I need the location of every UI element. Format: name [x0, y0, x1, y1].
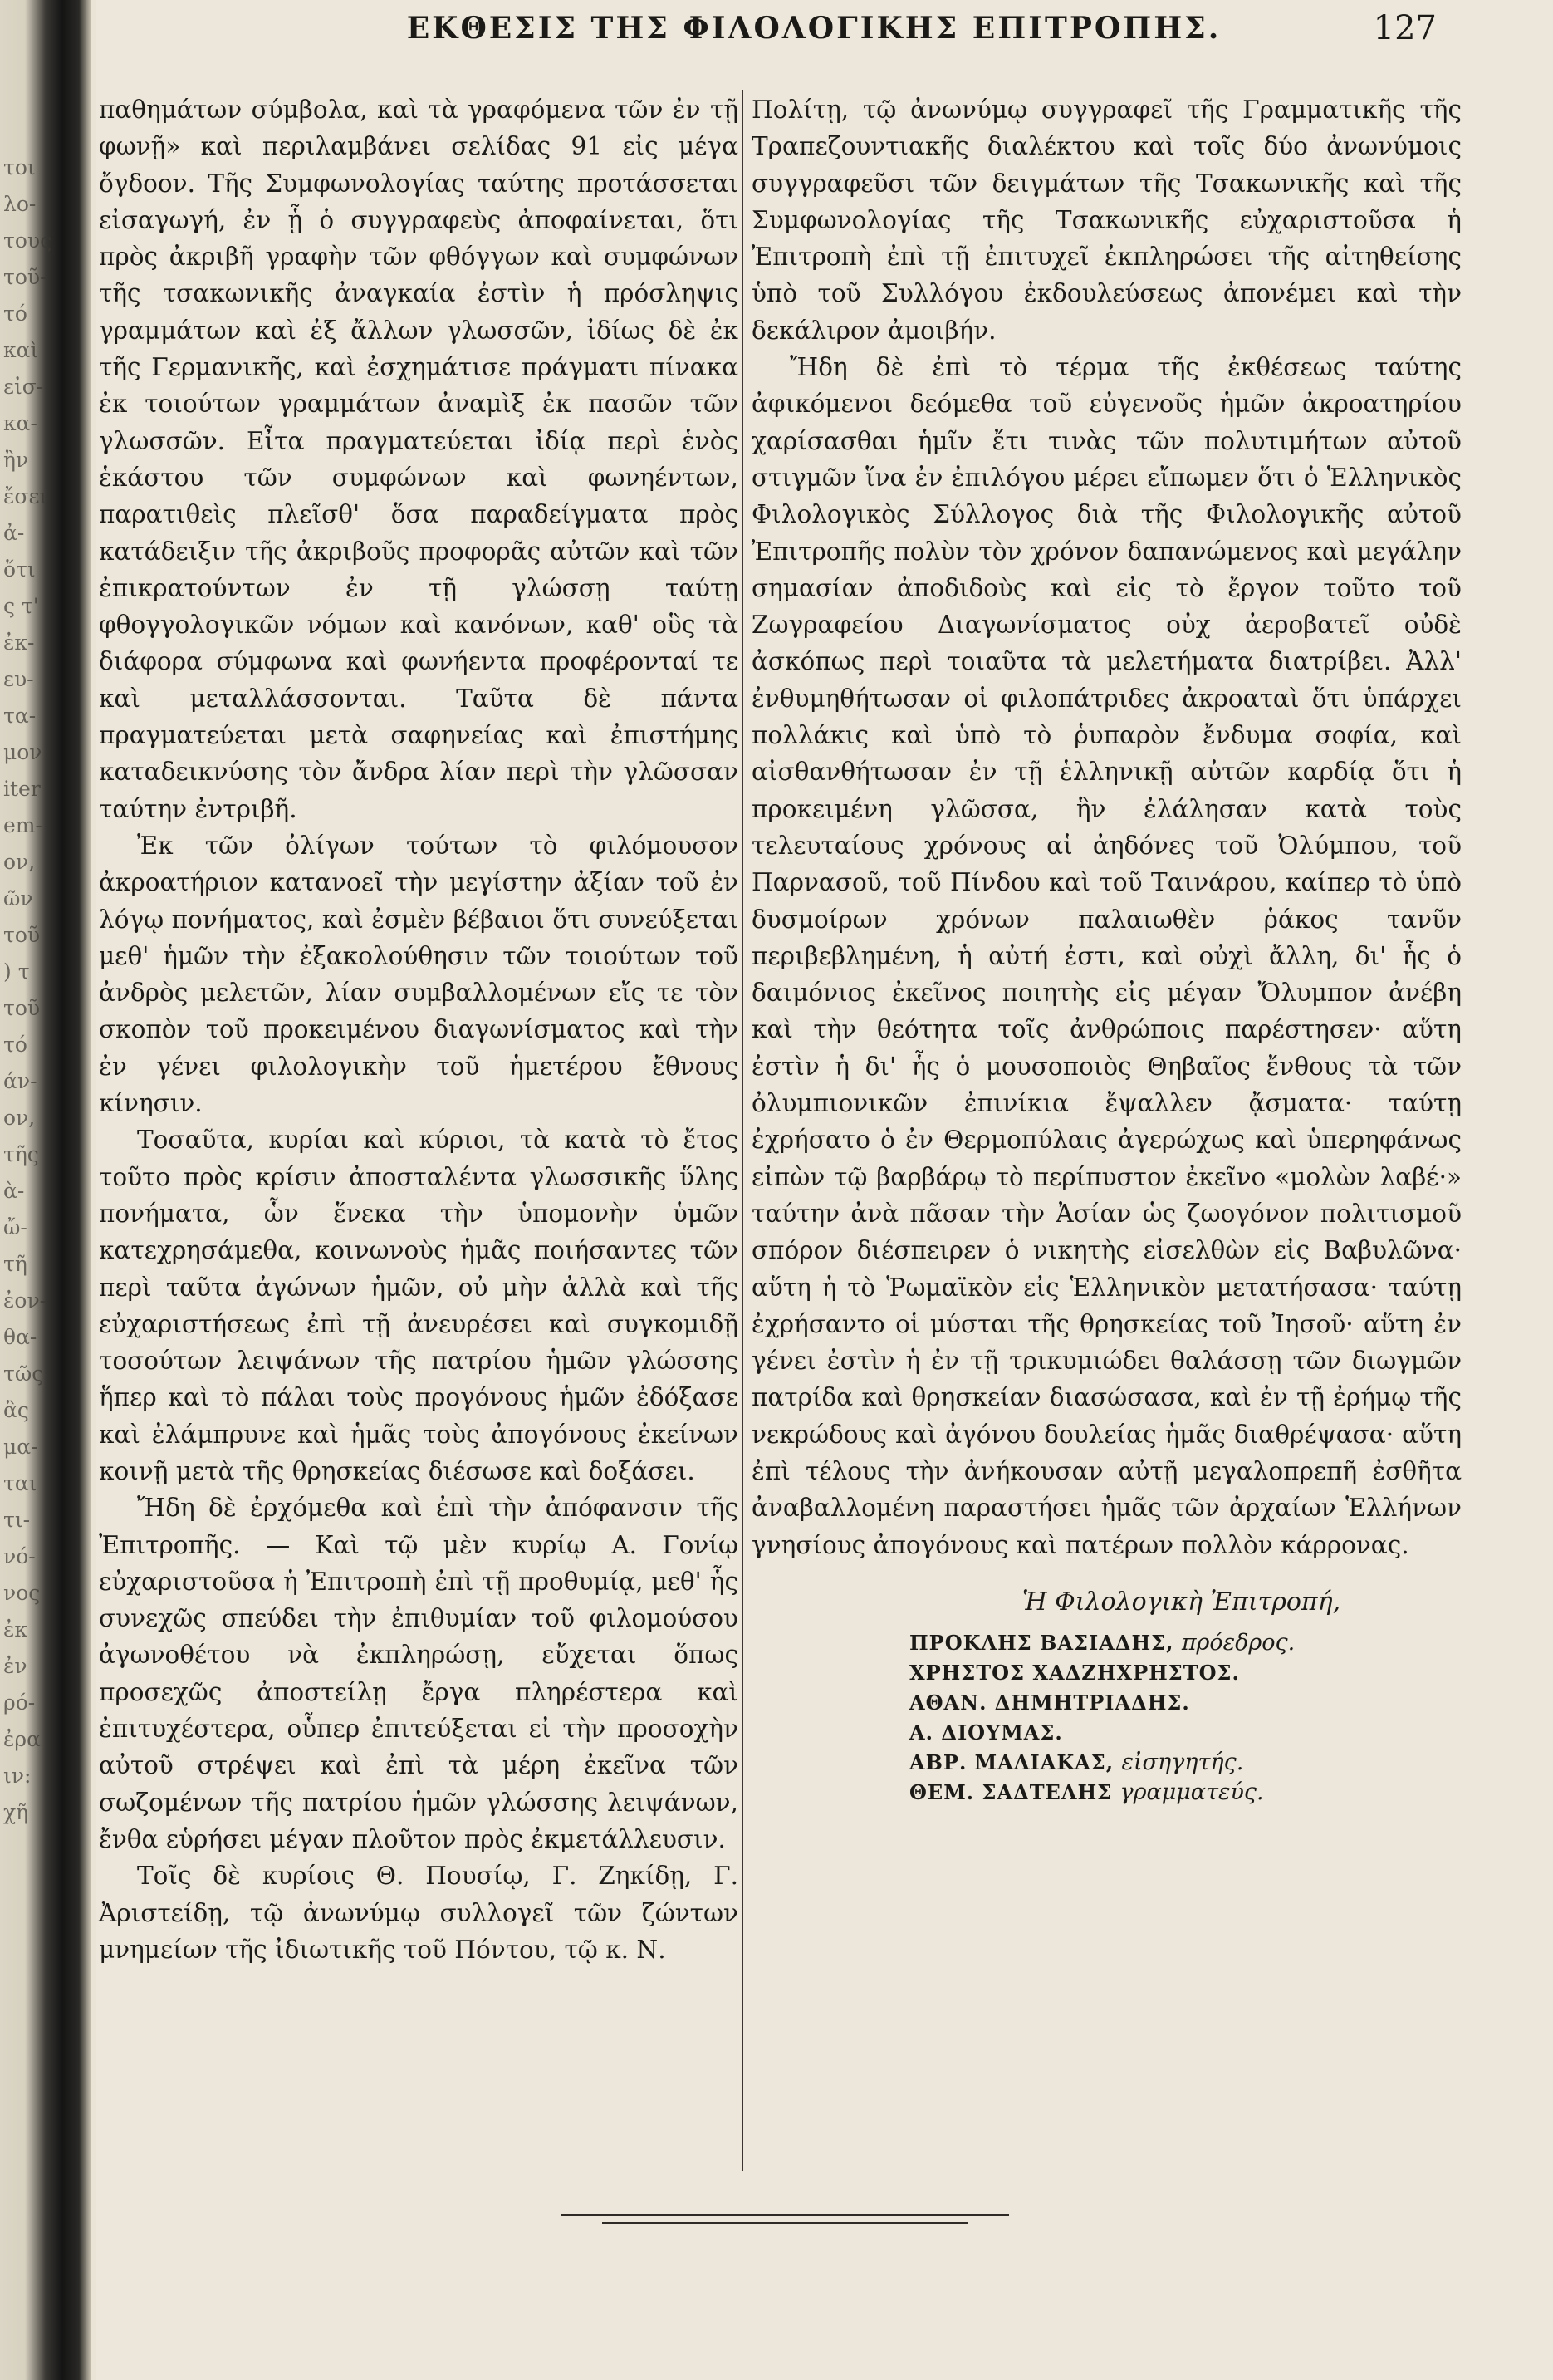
margin-fragment: ) τ — [3, 959, 30, 984]
paragraph: Τοσαῦτα, κυρίαι καὶ κύριοι, τὰ κατὰ τὸ ἔτος τοῦτο πρὸς κρίσιν ἀποσταλέντα γλωσσικῆς ὕλης πονήματα, ὧν ἕνεκα τὴν ὑπομονὴν ὑμῶν κατεχρησάμεθα, κοινωνοὺς ἡμᾶς ποιήσαντες τῶν περὶ ταῦτα ἀγώνων ἡμῶν, οὐ μὴν ἀλλὰ καὶ τῆς εὐχαριστήσεως ἐπὶ τῇ ἀνευρέσει καὶ συγκομιδῇ τοσούτων λειψάνων τῆς πατρίου ἡμῶν γλώσσης ἥπερ καὶ τὸ πάλαι τοὺς προγόνους ἡμῶν ἐδόξασε καὶ ἐλάμπρυνε καὶ ἡμᾶς τοὺς ἀπογόνους ἐκείνων κοινῇ μετὰ τῆς θρησκείας διέσωσε καὶ δοξάσει. — [99, 1126, 738, 1485]
margin-fragment: νό- — [3, 1544, 36, 1568]
column-divider — [742, 90, 743, 2171]
member-line — [909, 1628, 1462, 1658]
member-role: εἰσηγητής. — [1121, 1749, 1244, 1775]
margin-fragment: κα- — [3, 411, 37, 435]
member-name: ΑΘΑΝ. ΔΗΜΗΤΡΙΑΔΗΣ. — [909, 1690, 1190, 1715]
margin-fragment: em- — [3, 813, 42, 837]
paragraph: Πολίτῃ, τῷ ἀνωνύμῳ συγγραφεῖ τῆς Γραμματικῆς τῆς Τραπεζουντιακῆς διαλέκτου καὶ τοῖς δύο ἀνωνύμοις συγγραφεῦσι τῶν δειγμάτων τῆς Τσακωνικῆς καὶ τῆς Συμφωνολογίας τῆς Τσακωνικῆς εὐχαριστοῦσα ἡ Ἐπιτροπὴ ἐπὶ τῇ ἐπιτυχεῖ ἐκπληρώσει τῆς αἰτηθείσης ὑπὸ τοῦ Συλλόγου ἐκδουλεύσεως ἀπονέμει καὶ τὴν δεκάλιρον ἀμοιβήν. — [752, 96, 1462, 345]
running-title: ΕΚΘΕΣΙΣ ΤΗΣ ΦΙΛΟΛΟΓΙΚΗΣ ΕΠΙΤΡΟΠΗΣ. — [406, 11, 1222, 46]
paragraph: Ἤδη δὲ ἐρχόμεθα καὶ ἐπὶ τὴν ἀπόφανσιν τῆς Ἐπιτροπῆς. — Καὶ τῷ μὲν κυρίῳ Α. Γονίῳ εὐχαριστοῦσα ἡ Ἐπιτροπὴ ἐπὶ τῇ προθυμίᾳ, μεθ' ἧς συνεχῶς σπεύδει τὴν ἐπιθυμίαν τοῦ φιλομούσου ἀγωνοθέτου νὰ ἐκπληρώσῃ, εὔχεται ὅπως προσεχῶς ἀποστείλῃ ἔργα πληρέστερα καὶ ἐπιτυχέστερα, οὗπερ ἐπιτεύξεται εἰ τὴν προσοχὴν αὐτοῦ στρέψει καὶ ἐπὶ τὰ μέρη ἐκεῖνα τῶν σωζομένων τῆς πατρίου ἡμῶν γλώσσης λειψάνων, ἔνθα εὑρήσει μέγαν πλοῦτον πρὸς ἐκμετάλλευσιν. — [99, 1494, 738, 1853]
margin-fragment: ρό- — [3, 1691, 36, 1715]
margin-fragment: τό — [3, 1033, 27, 1057]
member-line — [909, 1658, 1462, 1688]
margin-fragment: iter — [3, 777, 41, 801]
committee-signature: Ἡ Φιλολογικὴ Ἐπιτροπή, — [1021, 1587, 1341, 1617]
closing-rule — [602, 2222, 968, 2224]
margin-fragment: ον, — [3, 1106, 36, 1130]
margin-fragment: ἢν — [3, 448, 29, 472]
margin-fragment: ἐκ — [3, 1617, 28, 1641]
member-line — [909, 1688, 1462, 1718]
margin-fragment: ἐκ- — [3, 631, 35, 655]
margin-fragment: τῶς — [3, 1362, 44, 1386]
margin-fragment: ευ- — [3, 667, 34, 691]
margin-fragment: ἂς — [3, 1398, 29, 1422]
member-name: ΘΕΜ. ΣΑΔΤΕΛΗΣ — [909, 1779, 1113, 1804]
margin-fragment: χῆ — [3, 1800, 29, 1824]
margin-fragment: ἔσει — [3, 484, 48, 508]
member-line — [909, 1718, 1462, 1748]
margin-fragment: ον, — [3, 850, 36, 874]
previous-page-margin — [3, 150, 52, 1831]
member-name: ΠΡΟΚΛΗΣ ΒΑΣΙΑΔΗΣ, — [909, 1630, 1174, 1655]
margin-fragment: ται — [3, 1471, 37, 1495]
margin-fragment: τοῦ — [3, 996, 41, 1020]
margin-fragment: λο- — [3, 192, 37, 216]
left-column — [99, 91, 738, 1968]
margin-fragment: τῆς — [3, 1142, 39, 1166]
margin-fragment: άν- — [3, 1069, 37, 1093]
margin-fragment: ῶν — [3, 886, 33, 910]
right-column — [752, 91, 1462, 1808]
member-name: Α. ΔΙΟΥΜΑΣ. — [909, 1720, 1063, 1745]
margin-fragment: τό — [3, 302, 27, 326]
margin-fragment: νος — [3, 1581, 41, 1605]
margin-fragment: ὤ- — [3, 1215, 27, 1239]
member-line — [909, 1778, 1462, 1808]
margin-fragment: ιν: — [3, 1764, 32, 1788]
margin-fragment: ὰ- — [3, 1179, 25, 1203]
paragraph: Ἐκ τῶν ὀλίγων τούτων τὸ φιλόμουσον ἀκροατήριον κατανοεῖ τὴν μεγίστην ἀξίαν τοῦ ἐν λόγῳ πονήματος, καὶ ἐσμὲν βέβαιοι ὅτι συνεύξεται μεθ' ἡμῶν τὴν ἐξακολούθησιν τῶν τοιούτων τοῦ ἀνδρὸς μελετῶν, λίαν συμβαλλομένων εἴς τε τὸν σκοπὸν τοῦ προκειμένου διαγωνίσματος καὶ τὴν ἐν γένει φιλολογικὴν τοῦ ἡμετέρου ἔθνους κίνησιν. — [99, 831, 738, 1118]
member-role: πρόεδρος. — [1181, 1629, 1296, 1656]
running-header — [96, 7, 1553, 50]
margin-fragment: ἐον- — [3, 1288, 47, 1313]
page-number: 127 — [1373, 9, 1437, 47]
margin-fragment: ς τ' — [3, 594, 39, 618]
margin-fragment: μα- — [3, 1435, 38, 1459]
margin-fragment: καὶ — [3, 338, 39, 362]
paragraph: Ἤδη δὲ ἐπὶ τὸ τέρμα τῆς ἐκθέσεως ταύτης ἀφικόμενοι δεόμεθα τοῦ εὐγενοῦς ἡμῶν ἀκροατηρίου χαρίσασθαι ἡμῖν ἔτι τινὰς τῶν πολυτιμήτων αὐτοῦ στιγμῶν ἵνα ἐν ἐπιλόγου μέρει εἴπωμεν ὅτι ὁ Ἑλληνικὸς Φιλολογικὸς Σύλλογος διὰ τῆς Φιλολογικῆς αὐτοῦ Ἐπιτροπῆς πολὺν τὸν χρόνον δαπανώμενος καὶ μεγάλην σημασίαν ἀποδιδοὺς καὶ εἰς τὸ ἔργον τοῦτο τοῦ Ζωγραφείου Διαγωνίσματος οὐχ ἀεροβατεῖ οὐδὲ ἀσκόπως περὶ τοιαῦτα τὰ μελετήματα διατρίβει. Ἀλλ' ἐνθυμηθήτωσαν οἱ φιλοπάτριδες ἀκροαταὶ ὅτι ὑπάρχει πολλάκις καὶ ὑπὸ τὸ ῥυπαρὸν ἔνδυμα σοφία, καὶ αἰσθανθήτωσαν ἐν τῇ ἑλληνικῇ αὐτῶν καρδίᾳ ὅτι ἡ προκειμένη γλῶσσα, ἣν ἐλάλησαν κατὰ τοὺς τελευταίους χρόνους αἱ ἀηδόνες τοῦ Ὀλύμπου, τοῦ Παρνασοῦ, τοῦ Πίνδου καὶ τοῦ Ταινάρου, καίπερ τὸ ὑπὸ δυσμοίρων χρόνων παλαιωθὲν ῥάκος τανῦν περιβεβλημένη, ἡ αὐτή ἐστι, καὶ οὐχὶ ἄλλη, δι' ἧς ὁ δαιμόνιος ἐκεῖνος ποιητὴς εἰς μέγαν Ὄλυμπον ἀνέβη καὶ τὴν θεότητα τοῖς ἀνθρώποις παρέστησεν· αὕτη ἐστὶν ἡ δι' ἧς ὁ μουσοποιὸς Θηβαῖος ἔνθους τὰ τῶν ὀλυμπιονικῶν ἐπινίκια ἔψαλλεν ᾄσματα· ταύτῃ ἐχρήσατο ὁ ἐν Θερμοπύλαις ἀγερώχως καὶ ὑπερηφάνως εἰπὼν τῷ βαρβάρῳ τὸ περίπυστον ἐκεῖνο «μολὼν λαβέ·» ταύτην ἀνὰ πᾶσαν τὴν Ἀσίαν ὡς ζωογόνον πολιτισμοῦ σπόρον διέσπειρεν ὁ νικητὴς εἰσελθὼν εἰς Βαβυλῶνα· αὕτη ἡ τὸ Ῥωμαϊκὸν εἰς Ἑλληνικὸν μετατήσασα· ταύτῃ ἐχρήσαντο οἱ μύσται τῆς θρησκείας τοῦ Ἰησοῦ· αὕτη ἐν γένει ἐστὶν ἡ ἐν τῇ τρικυμιώδει θαλάσσῃ τῶν διωγμῶν πατρίδα καὶ θρησκείαν διασώσασα, καὶ ἐν τῇ ἐρήμῳ τῆς νεκρώδους καὶ ἀγόνου δουλείας ἡμᾶς διαθρέψασα· αὕτη ἐπὶ τέλους τὴν ἀνήκουσαν αὐτῇ μεγαλοπρεπῆ ἐσθῆτα ἀναβαλλομένη παραστήσει ἡμᾶς τῶν ἀρχαίων Ἑλλήνων γνησίους ἀπογόνους καὶ πατέρων πολλὸν κάρρονας. — [752, 353, 1462, 1559]
margin-fragment: θα- — [3, 1325, 37, 1349]
paragraph: Τοῖς δὲ κυρίοις Θ. Πουσίῳ, Γ. Ζηκίδῃ, Γ. Ἀριστείδῃ, τῷ ἀνωνύμῳ συλλογεῖ τῶν ζώντων μνημείων τῆς ἰδιωτικῆς τοῦ Πόντου, τῷ κ. Ν. — [99, 1862, 738, 1964]
member-line — [909, 1748, 1462, 1778]
margin-fragment: εἰσ- — [3, 375, 44, 399]
margin-fragment: τους — [3, 228, 52, 253]
paragraph: παθημάτων σύμβολα, καὶ τὰ γραφόμενα τῶν ἐν τῇ φωνῇ» καὶ περιλαμβάνει σελίδας 91 εἰς μέγα ὄγδοον. Τῆς Συμφωνολογίας ταύτης προτάσσεται εἰσαγωγή, ἐν ᾗ ὁ συγγραφεὺς ἀποφαίνεται, ὅτι πρὸς ἀκριβῆ γραφὴν τῶν φθόγγων καὶ συμφώνων τῆς τσακωνικῆς ἀναγκαία ἐστὶν ἡ πρόσληψις γραμμάτων καὶ ἐξ ἄλλων γλωσσῶν, ἰδίως δὲ ἐκ τῆς Γερμανικῆς, καὶ ἐσχημάτισε πράγματι πίνακα ἐκ τοιούτων γραμμάτων ἀναμὶξ ἐκ πασῶν τῶν γλωσσῶν. Εἶτα πραγματεύεται ἰδίᾳ περὶ ἑνὸς ἑκάστου τῶν συμφώνων καὶ φωνηέντων, παρατιθεὶς πλεῖσθ' ὅσα παραδείγματα πρὸς κατάδειξιν τῆς ἀκριβοῦς προφορᾶς αὐτῶν καὶ τῶν ἐπικρατούντων ἐν τῇ γλώσσῃ ταύτῃ φθογγολογικῶν νόμων καὶ κανόνων, καθ' οὓς τὰ διάφορα σύμφωνα καὶ φωνήεντα προφέρονταί τε καὶ μεταλλάσσονται. Ταῦτα δὲ πάντα πραγματεύεται μετὰ σαφηνείας καὶ ἐπιστήμης καταδεικνύσης τὸν ἄνδρα λίαν περὶ τὴν γλῶσσαν ταύτην ἐντριβῆ. — [99, 96, 738, 823]
margin-fragment: ἐν — [3, 1654, 27, 1678]
margin-fragment: μον — [3, 740, 42, 764]
page — [96, 0, 1553, 2380]
margin-fragment: τῆ — [3, 1252, 27, 1276]
margin-fragment: ὅτι — [3, 557, 36, 582]
margin-fragment: ἀ- — [3, 521, 25, 545]
closing-rule — [561, 2214, 1009, 2216]
margin-fragment: τοι — [3, 155, 36, 179]
margin-fragment: ἐρα — [3, 1727, 41, 1751]
margin-fragment: τι- — [3, 1508, 31, 1532]
member-name: ΑΒΡ. ΜΑΛΙΑΚΑΣ, — [909, 1749, 1115, 1774]
member-role: γραμματεύς. — [1119, 1779, 1264, 1805]
margin-fragment: τοῦ — [3, 923, 41, 947]
committee-members — [752, 1628, 1462, 1808]
member-name: ΧΡΗΣΤΟΣ ΧΑΔΖΗΧΡΗΣΤΟΣ. — [909, 1660, 1240, 1685]
margin-fragment: τοῦ- — [3, 265, 47, 289]
margin-fragment: τα- — [3, 704, 37, 728]
